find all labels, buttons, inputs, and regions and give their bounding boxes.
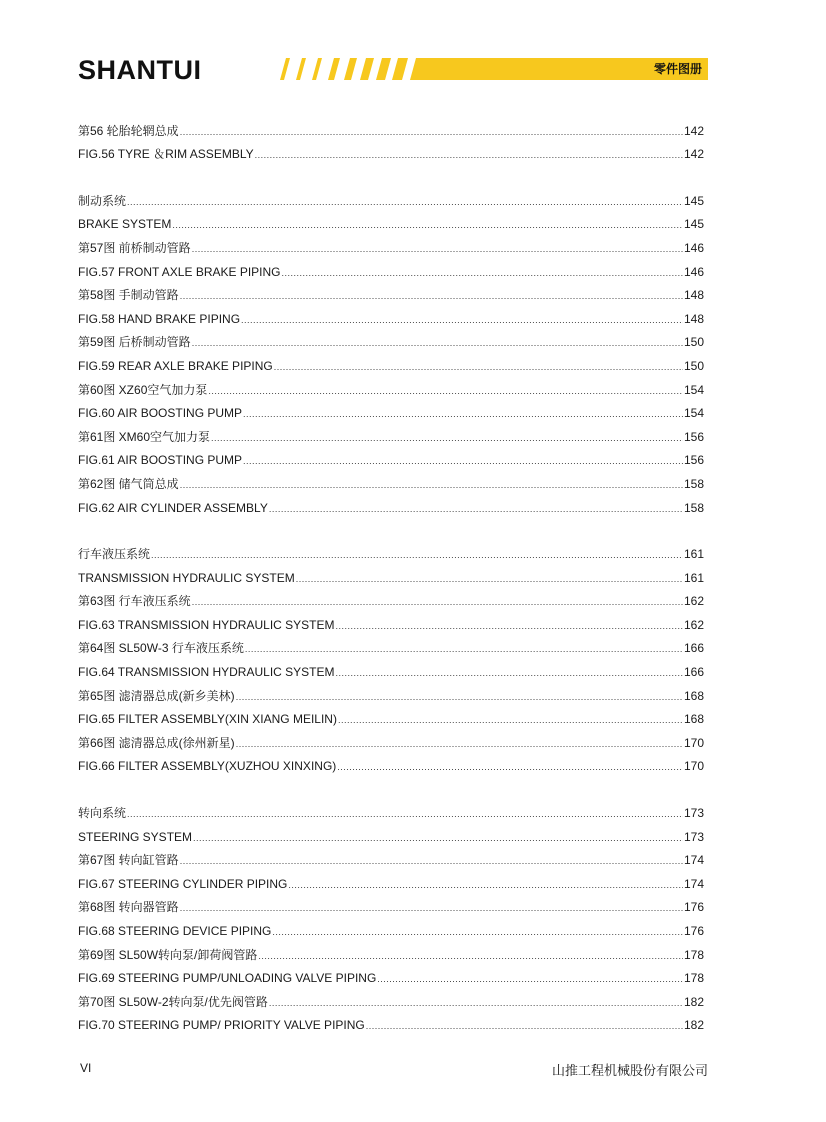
toc-leader-dots [180,855,683,867]
table-of-contents [78,114,704,1055]
toc-leader-dots [192,337,683,349]
toc-entry-label: 第56 轮胎轮辋总成 [78,123,179,138]
toc-section [78,114,704,161]
toc-entry-label: 第64图 SL50W-3 行车液压系统 [78,641,244,656]
toc-entry[interactable] [78,726,704,750]
toc-entry[interactable] [78,938,704,962]
toc-leader-dots [192,243,683,255]
toc-entry-label: TRANSMISSION HYDRAULIC SYSTEM [78,570,295,585]
toc-entry[interactable] [78,491,704,515]
toc-leader-dots [255,149,683,161]
toc-leader-dots [245,643,683,655]
header-band [272,58,708,80]
toc-entry-label: 第60图 XZ60空气加力泵 [78,382,208,397]
toc-entry[interactable] [78,703,704,727]
toc-entry-page: 154 [683,406,704,421]
toc-entry[interactable] [78,467,704,491]
toc-entry-page: 161 [683,547,704,562]
toc-entry-label: FIG.57 FRONT AXLE BRAKE PIPING [78,264,281,279]
toc-entry[interactable] [78,231,704,255]
toc-entry-label: 第67图 转向缸管路 [78,853,179,868]
toc-entry-page: 156 [683,453,704,468]
toc-leader-dots [151,549,683,561]
toc-entry-label: 第66图 滤清器总成(徐州新星) [78,735,235,750]
toc-entry-page: 150 [683,335,704,350]
toc-leader-dots [338,714,683,726]
toc-leader-dots [193,832,683,844]
toc-leader-dots [272,926,683,938]
toc-entry-label: 第59图 后桥制动管路 [78,335,191,350]
toc-entry[interactable] [78,138,704,162]
toc-leader-dots [172,219,683,231]
toc-entry[interactable] [78,796,704,820]
toc-entry-page: 182 [683,1018,704,1033]
toc-entry[interactable] [78,373,704,397]
toc-entry-page: 145 [683,193,704,208]
toc-leader-dots [258,950,683,962]
toc-entry-label: STEERING SYSTEM [78,829,193,844]
toc-entry-page: 174 [683,876,704,891]
toc-entry-label: 第62图 储气筒总成 [78,476,179,491]
page-number: VI [80,1061,92,1075]
toc-leader-dots [288,879,683,891]
toc-entry-label: 转向系统 [78,806,127,821]
toc-entry[interactable] [78,561,704,585]
toc-entry[interactable] [78,208,704,232]
toc-entry-page: 173 [683,806,704,821]
toc-entry-label: 第70图 SL50W-2转向泵/优先阀管路 [78,994,268,1009]
toc-entry-page: 142 [683,147,704,162]
company-name: 山推工程机械股份有限公司 [551,1063,708,1078]
toc-entry-label: FIG.68 STEERING DEVICE PIPING [78,924,272,938]
toc-entry[interactable] [78,279,704,303]
toc-entry-label: FIG.59 REAR AXLE BRAKE PIPING [78,358,273,373]
toc-leader-dots [377,973,683,985]
toc-leader-dots [236,738,683,750]
toc-leader-dots [337,761,683,773]
toc-entry[interactable] [78,891,704,915]
toc-entry[interactable] [78,444,704,468]
toc-entry-page: 178 [683,971,704,986]
toc-entry-page: 176 [683,924,704,938]
toc-entry-label: FIG.56 TYRE ＆RIM ASSEMBLY [78,147,254,162]
toc-leader-dots [127,196,683,208]
toc-entry-page: 178 [683,947,704,962]
toc-entry-page: 156 [683,429,704,444]
toc-entry[interactable] [78,1009,704,1033]
toc-leader-dots [336,620,683,632]
toc-entry-page: 146 [683,264,704,279]
toc-leader-dots [208,385,683,397]
toc-entry-label: 行车液压系统 [78,547,151,562]
toc-entry-label: 第58图 手制动管路 [78,288,179,303]
toc-entry-page: 168 [683,712,704,727]
toc-entry[interactable] [78,538,704,562]
toc-entry-label: FIG.67 STEERING CYLINDER PIPING [78,876,288,891]
toc-entry[interactable] [78,349,704,373]
toc-entry-label: FIG.66 FILTER ASSEMBLY(XUZHOU XINXING) [78,759,337,774]
toc-leader-dots [236,691,683,703]
toc-entry[interactable] [78,962,704,986]
toc-entry-page: 174 [683,853,704,868]
toc-entry[interactable] [78,397,704,421]
toc-entry-label: FIG.63 TRANSMISSION HYDRAULIC SYSTEM [78,617,335,632]
toc-entry-page: 148 [683,311,704,326]
toc-entry[interactable] [78,114,704,138]
toc-entry[interactable] [78,585,704,609]
toc-leader-dots [180,479,683,491]
toc-leader-dots [180,290,683,302]
toc-entry-label: 第65图 滤清器总成(新乡美林) [78,688,235,703]
toc-entry-page: 170 [683,735,704,750]
toc-entry-label: FIG.61 AIR BOOSTING PUMP [78,453,243,468]
toc-entry-page: 162 [683,617,704,632]
toc-leader-dots [241,314,683,326]
toc-entry[interactable] [78,750,704,774]
toc-leader-dots [243,408,683,420]
toc-entry[interactable] [78,255,704,279]
toc-leader-dots [274,361,683,373]
toc-entry[interactable] [78,820,704,844]
toc-entry[interactable] [78,844,704,868]
toc-leader-dots [269,997,683,1009]
toc-entry-page: 170 [683,759,704,774]
shantui-logo: SHANTUI [78,55,202,85]
header-label: 零件图册 [653,62,702,76]
header-stripes [272,58,708,80]
toc-entry-page: 173 [683,829,704,844]
toc-leader-dots [127,808,683,820]
toc-entry-page: 148 [683,288,704,303]
toc-entry[interactable] [78,655,704,679]
toc-leader-dots [269,503,683,515]
toc-entry[interactable] [78,184,704,208]
toc-entry-page: 154 [683,382,704,397]
toc-leader-dots [192,596,683,608]
toc-entry-label: FIG.60 AIR BOOSTING PUMP [78,406,243,421]
toc-entry[interactable] [78,632,704,656]
toc-leader-dots [180,126,683,138]
toc-entry-label: FIG.62 AIR CYLINDER ASSEMBLY [78,500,268,515]
toc-entry-page: 150 [683,358,704,373]
toc-section [78,538,704,774]
toc-entry-page: 162 [683,594,704,609]
toc-entry[interactable] [78,985,704,1009]
toc-leader-dots [366,1020,683,1032]
toc-entry-page: 166 [683,665,704,680]
toc-entry[interactable] [78,420,704,444]
toc-entry[interactable] [78,608,704,632]
toc-entry-page: 142 [683,123,704,138]
toc-entry-page: 145 [683,217,704,232]
toc-entry-page: 166 [683,641,704,656]
toc-leader-dots [211,432,683,444]
toc-entry[interactable] [78,914,704,938]
toc-section [78,184,704,514]
toc-entry-page: 176 [683,900,704,915]
toc-entry-page: 168 [683,688,704,703]
toc-entry-label: BRAKE SYSTEM [78,217,172,232]
toc-entry-label: 第57图 前桥制动管路 [78,240,191,255]
toc-entry-label: FIG.70 STEERING PUMP/ PRIORITY VALVE PIPING [78,1018,365,1033]
toc-leader-dots [296,573,683,585]
toc-entry[interactable] [78,302,704,326]
toc-entry-label: 第69图 SL50W转向泵/卸荷阀管路 [78,947,258,962]
toc-leader-dots [180,902,683,914]
toc-entry-page: 158 [683,476,704,491]
toc-entry-page: 158 [683,500,704,515]
toc-entry-page: 182 [683,994,704,1009]
toc-entry-label: FIG.58 HAND BRAKE PIPING [78,311,241,326]
toc-entry-label: 第68图 转向器管路 [78,900,179,915]
toc-entry-page: 146 [683,240,704,255]
toc-entry-label: 第63图 行车液压系统 [78,594,191,609]
toc-entry-label: 制动系统 [78,193,127,208]
toc-leader-dots [282,267,683,279]
toc-entry-label: 第61图 XM60空气加力泵 [78,429,211,444]
toc-entry[interactable] [78,867,704,891]
toc-entry[interactable] [78,679,704,703]
toc-entry-page: 161 [683,570,704,585]
toc-section [78,796,704,1032]
toc-leader-dots [336,667,683,679]
toc-entry-label: FIG.65 FILTER ASSEMBLY(XIN XIANG MEILIN) [78,712,337,727]
toc-entry-label: FIG.69 STEERING PUMP/UNLOADING VALVE PIPING [78,971,377,986]
toc-entry-label: FIG.64 TRANSMISSION HYDRAULIC SYSTEM [78,665,335,680]
toc-leader-dots [243,455,683,467]
toc-entry[interactable] [78,326,704,350]
